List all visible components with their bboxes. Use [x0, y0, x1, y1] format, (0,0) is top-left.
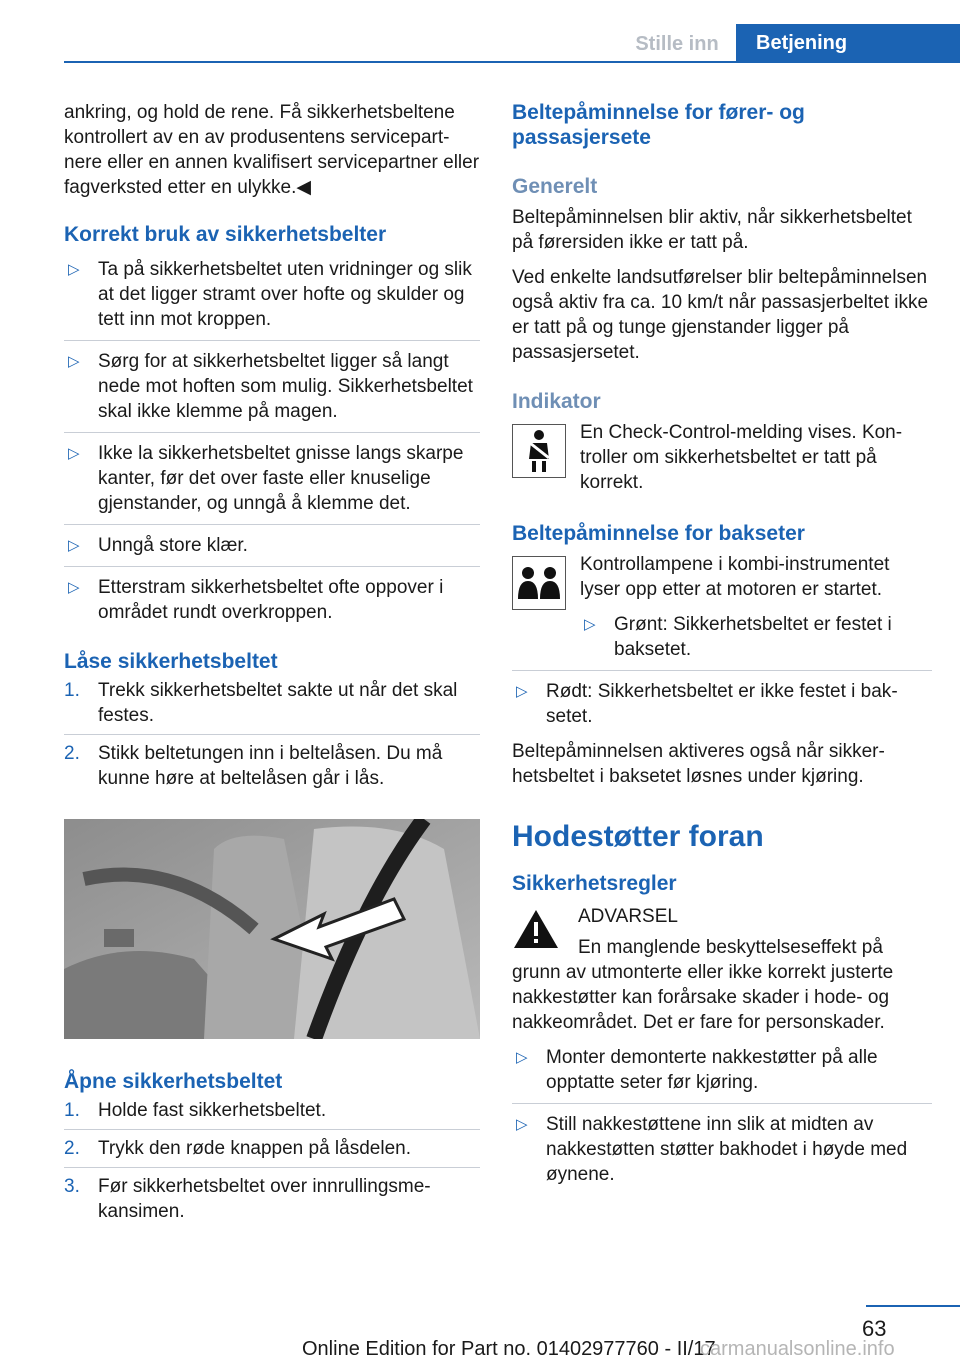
rear-seatbelt-icon	[512, 556, 566, 610]
seatbelt-photo	[64, 819, 480, 1039]
bullet-triangle-icon: ▷	[516, 683, 528, 700]
rear-list	[512, 679, 932, 729]
front-reminder-heading: Beltepåminnelse for fører- og passasjersete	[512, 101, 805, 149]
open-steps	[64, 1098, 480, 1224]
bullet-triangle-icon: ▷	[584, 616, 596, 633]
page-number: 63	[862, 1316, 887, 1341]
rear-note: Beltepåminnelsen aktiveres også når sikkerhetsbeltet i baksetet løsnes under kjøring.	[512, 741, 885, 787]
list-item: ▷ Ikke la sikkerhetsbeltet gnisse langs skarpe kanter, før det over faste eller knuselige gjenstander, og unngå å klemme det.	[64, 433, 480, 525]
separator	[512, 670, 932, 671]
seatbelt-warning-icon	[512, 424, 566, 478]
warning-triangle-icon	[512, 908, 560, 955]
bullet-triangle-icon: ▷	[68, 261, 80, 278]
indicator-text: En Check-Control-melding vises. Kontroller om sikkerhetsbeltet er tatt på korrekt.	[580, 422, 903, 493]
bullet-triangle-icon: ▷	[68, 537, 80, 554]
warning-text: En manglende beskyttelseseffekt på grunn av utmonterte eller ikke korrekt justerte nakkestøtter kan forårsake skader i hode- og nakkeområdet. Det er fare for personskader.	[512, 937, 894, 1033]
right-column	[512, 100, 932, 1187]
correct-use-heading: Korrekt bruk av sikkerhetsbelter	[64, 223, 387, 246]
safety-heading: Sikkerhetsregler	[512, 872, 677, 895]
warning-label: ADVARSEL	[578, 906, 678, 927]
rear-sub-list	[580, 612, 932, 670]
warning-block	[512, 904, 932, 1035]
header-tab-section: Stille inn	[635, 33, 719, 55]
watermark: carmanualsonline.info	[700, 1338, 895, 1360]
list-item: ▷ Etterstram sikkerhetsbeltet ofte oppover i området rundt overkroppen.	[68, 577, 444, 623]
bullet-triangle-icon: ▷	[68, 353, 80, 370]
rear-indicator-content	[580, 552, 932, 670]
list-item: ▷ Unngå store klær.	[64, 525, 480, 567]
general-paragraph-2: Ved enkelte landsutførelser blir beltepåminnelsen også aktiv fra ca. 10 km/t når passasjerbeltet ikke er tatt på og tunge gjenstander ligger på passasjersetet.	[512, 267, 929, 363]
left-column	[64, 100, 480, 1224]
list-item: ▷ Rødt: Sikkerhetsbeltet er ikke festet i baksetet.	[516, 681, 898, 727]
correct-use-list	[64, 257, 480, 625]
indicator-heading: Indikator	[512, 390, 601, 413]
list-item: ▷ Grønt: Sikkerhetsbeltet er festet i baksetet.	[584, 614, 892, 660]
list-item: 1. Holde fast sikkerhetsbeltet.	[64, 1098, 480, 1130]
list-item: ▷ Sørg for at sikkerhetsbeltet ligger så langt nede mot hoften som mulig. Sikkerhetsbeltet skal ikke klemme på magen.	[64, 341, 480, 433]
rear-indicator-text: Kontrollampene i kombi-instrumentet lyser opp etter at motoren er startet.	[580, 554, 890, 600]
headrest-list	[512, 1045, 932, 1187]
bullet-triangle-icon: ▷	[516, 1116, 528, 1133]
intro-paragraph: ankring, og hold de rene. Få sikkerhetsbeltene kontrollert av en av produsentens servicepartnere eller en annen kvalifisert servicepartner eller fagverksted etter en ulykke.◀	[64, 102, 480, 198]
edition-line: Online Edition for Part no. 01402977760 - II/17	[302, 1338, 716, 1360]
general-heading: Generelt	[512, 175, 598, 198]
list-item: ▷ Ta på sikkerhetsbeltet uten vridninger og slik at det ligger stramt over hofte og skulder og tett inn mot kroppen.	[64, 257, 480, 341]
seatbelt-illustration	[64, 819, 480, 1039]
rear-reminder-heading: Beltepåminnelse for bakseter	[512, 522, 805, 545]
list-item: 2. Stikk beltetungen inn i beltelåsen. Du må kunne høre at beltelåsen går i lås.	[64, 743, 443, 789]
header-rule	[64, 61, 960, 63]
headrest-heading: Hodestøtter foran	[512, 820, 764, 853]
indicator-block	[512, 420, 932, 495]
list-item: ▷ Still nakkestøttene inn slik at midten av nakkestøtten støtter bakhodet i høyde med øynene.	[516, 1114, 908, 1185]
general-paragraph-1: Beltepåminnelsen blir aktiv, når sikkerhetsbeltet på førersiden ikke er tatt på.	[512, 207, 912, 253]
bullet-triangle-icon: ▷	[68, 445, 80, 462]
bullet-triangle-icon: ▷	[68, 579, 80, 596]
header-tab-active: Betjening	[736, 24, 960, 63]
list-item: 3. Før sikkerhetsbeltet over innrullingsmekansimen.	[64, 1176, 431, 1222]
lock-heading: Låse sikkerhetsbeltet	[64, 650, 278, 673]
rear-indicator-block	[512, 552, 932, 670]
list-item: 2. Trykk den røde knappen på låsdelen.	[64, 1130, 480, 1168]
footer-rule	[866, 1305, 960, 1307]
bullet-triangle-icon: ▷	[516, 1049, 528, 1066]
open-heading: Åpne sikkerhetsbeltet	[64, 1070, 283, 1093]
list-item: 1. Trekk sikkerhetsbeltet sakte ut når det skal festes.	[64, 678, 480, 735]
lock-steps	[64, 678, 480, 791]
list-item: ▷ Monter demonterte nakkestøtter på alle opptatte seter før kjøring.	[512, 1045, 932, 1104]
